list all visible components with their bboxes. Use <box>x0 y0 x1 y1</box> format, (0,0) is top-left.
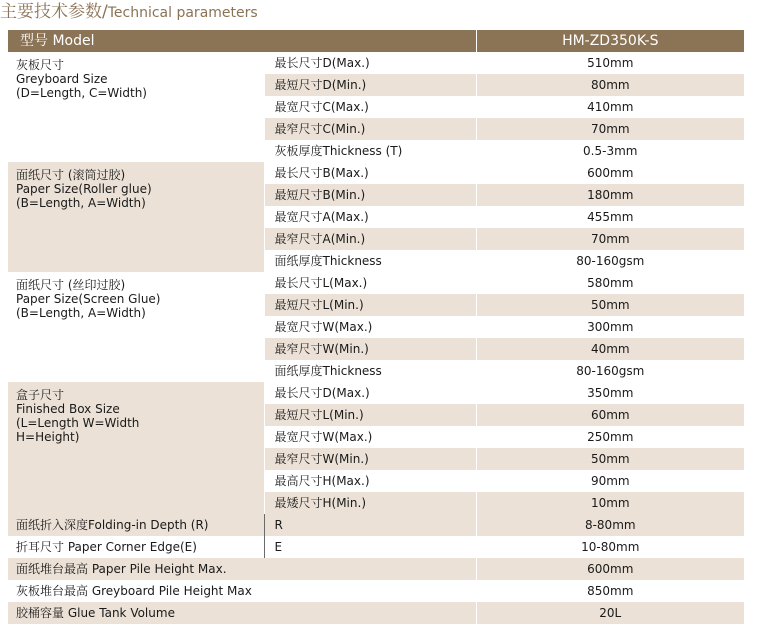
param-name: 最长尺寸D(Max.) <box>264 52 476 74</box>
table-row <box>8 272 744 294</box>
model-value: HM-ZD350K-S <box>476 30 744 52</box>
param-name: 最窄尺寸W(Min.) <box>264 338 476 360</box>
param-value: 180mm <box>476 184 744 206</box>
param-name: 最宽尺寸C(Max.) <box>264 96 476 118</box>
group-label-line: Finished Box Size <box>16 402 120 416</box>
param-value: 8-80mm <box>476 514 744 536</box>
table-row <box>8 514 744 536</box>
param-name: R <box>264 514 476 536</box>
group-label <box>8 272 264 382</box>
param-name: 最窄尺寸A(Min.) <box>264 228 476 250</box>
param-value: 350mm <box>476 382 744 404</box>
page-title <box>0 0 258 24</box>
table-row <box>8 602 744 624</box>
param-value: 80-160gsm <box>476 250 744 272</box>
param-name: 最高尺寸H(Max.) <box>264 470 476 492</box>
param-value: 410mm <box>476 96 744 118</box>
param-value: 850mm <box>476 580 744 602</box>
param-name: 灰板厚度Thickness (T) <box>264 140 476 162</box>
param-name: 最宽尺寸W(Max.) <box>264 316 476 338</box>
param-value: 40mm <box>476 338 744 360</box>
group-label-line: Paper Size(Screen Glue) <box>16 292 161 306</box>
param-value: 455mm <box>476 206 744 228</box>
param-name: 最宽尺寸W(Max.) <box>264 426 476 448</box>
param-value: 80-160gsm <box>476 360 744 382</box>
group-label <box>8 162 264 272</box>
row-label: 折耳尺寸 Paper Corner Edge(E) <box>8 536 264 558</box>
param-name: 最窄尺寸W(Min.) <box>264 448 476 470</box>
group-label-line: (D=Length, C=Width) <box>16 86 147 100</box>
group-label-line: H=Height) <box>16 430 80 444</box>
param-value: 70mm <box>476 118 744 140</box>
param-value: 0.5-3mm <box>476 140 744 162</box>
title-cn: 主要技术参数/ <box>0 2 108 22</box>
table-row <box>8 52 744 74</box>
param-value: 250mm <box>476 426 744 448</box>
table-row <box>8 162 744 184</box>
param-name: 最短尺寸L(Min.) <box>264 404 476 426</box>
row-label: 面纸堆台最高 Paper Pile Height Max. <box>8 558 476 580</box>
param-name: E <box>264 536 476 558</box>
param-name: 面纸厚度Thickness <box>264 250 476 272</box>
param-name: 最宽尺寸A(Max.) <box>264 206 476 228</box>
param-name: 最长尺寸L(Max.) <box>264 272 476 294</box>
group-label-line: 面纸尺寸 (丝印过胶) <box>16 278 126 292</box>
param-value: 20L <box>476 602 744 624</box>
param-name: 最短尺寸B(Min.) <box>264 184 476 206</box>
group-label-line: 面纸尺寸 (滚筒过胶) <box>16 168 126 182</box>
group-label-line: (B=Length, A=Width) <box>16 196 146 210</box>
title-en: Technical parameters <box>107 5 258 21</box>
model-label: 型号 Model <box>8 30 476 52</box>
group-label <box>8 382 264 514</box>
table-row <box>8 580 744 602</box>
param-value: 580mm <box>476 272 744 294</box>
param-name: 最窄尺寸C(Min.) <box>264 118 476 140</box>
row-label: 面纸折入深度Folding-in Depth (R) <box>8 514 264 536</box>
row-label: 胶桶容量 Glue Tank Volume <box>8 602 476 624</box>
table-row <box>8 382 744 404</box>
param-value: 50mm <box>476 448 744 470</box>
group-label-line: 灰板尺寸 <box>16 58 65 72</box>
table-row <box>8 558 744 580</box>
param-value: 10-80mm <box>476 536 744 558</box>
param-name: 最矮尺寸H(Min.) <box>264 492 476 514</box>
param-name: 最短尺寸L(Min.) <box>264 294 476 316</box>
param-name: 面纸厚度Thickness <box>264 360 476 382</box>
param-value: 80mm <box>476 74 744 96</box>
param-value: 60mm <box>476 404 744 426</box>
param-value: 300mm <box>476 316 744 338</box>
table-row <box>8 536 744 558</box>
group-label-line: (B=Length, A=Width) <box>16 306 146 320</box>
group-label-line: 盒子尺寸 <box>16 388 65 402</box>
param-value: 70mm <box>476 228 744 250</box>
param-value: 90mm <box>476 470 744 492</box>
spec-table <box>8 30 744 624</box>
param-value: 510mm <box>476 52 744 74</box>
group-label <box>8 52 264 162</box>
group-label-line: Greyboard Size <box>16 72 108 86</box>
param-value: 600mm <box>476 162 744 184</box>
group-label-line: (L=Length W=Width <box>16 416 140 430</box>
param-value: 600mm <box>476 558 744 580</box>
param-name: 最长尺寸D(Max.) <box>264 382 476 404</box>
group-label-line: Paper Size(Roller glue) <box>16 182 152 196</box>
param-value: 10mm <box>476 492 744 514</box>
param-value: 50mm <box>476 294 744 316</box>
param-name: 最短尺寸D(Min.) <box>264 74 476 96</box>
param-name: 最长尺寸B(Max.) <box>264 162 476 184</box>
header-row <box>8 30 744 52</box>
row-label: 灰板堆台最高 Greyboard Pile Height Max <box>8 580 476 602</box>
